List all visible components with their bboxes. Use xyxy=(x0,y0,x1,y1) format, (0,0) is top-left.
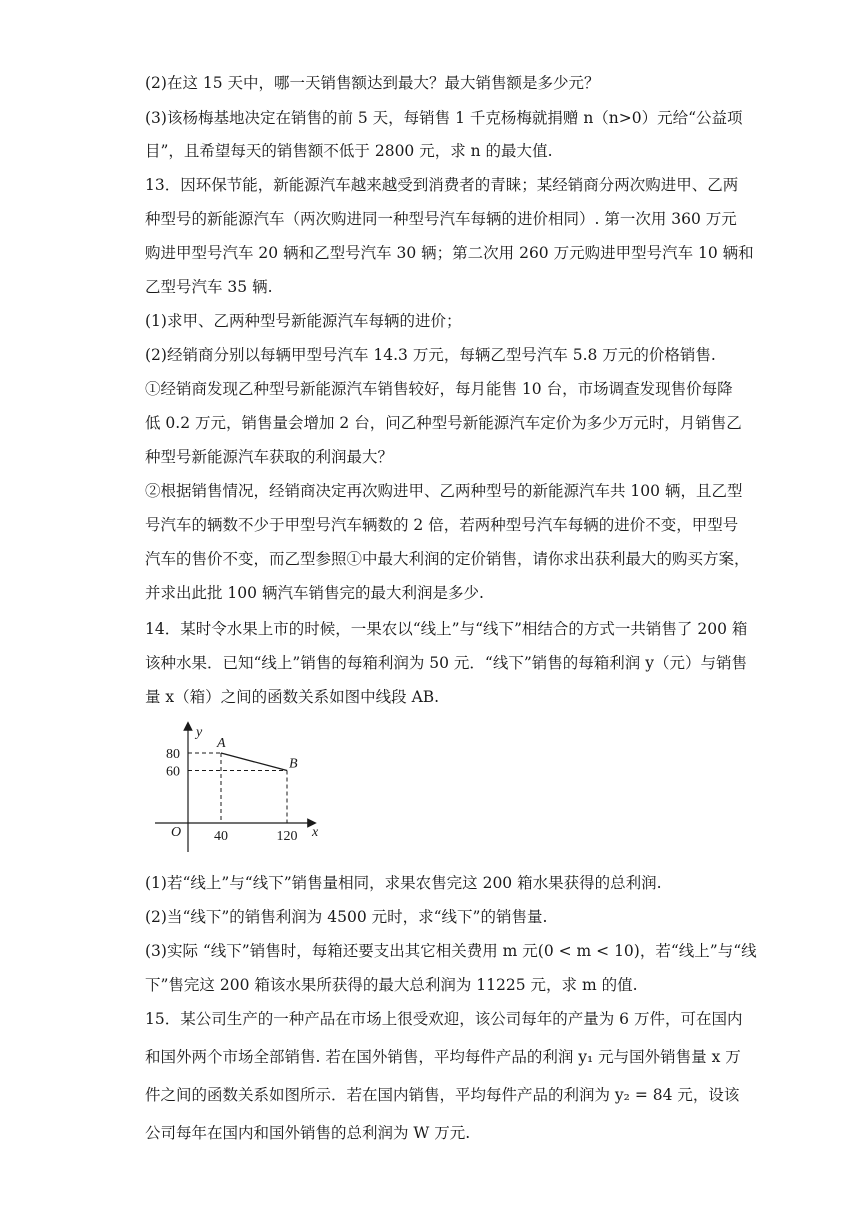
text-line: ②根据销售情况，经销商决定再次购进甲、乙两种型号的新能源汽车共 100 辆，且乙型 xyxy=(145,482,743,500)
text-line: 13．因环保节能，新能源汽车越来越受到消费者的青睐；某经销商分两次购进甲、乙两 xyxy=(145,176,739,194)
text-line: (2)经销商分别以每辆甲型号汽车 14.3 万元，每辆乙型号汽车 5.8 万元的价格销售. xyxy=(145,346,716,364)
text-line: (3)实际 “线下”销售时，每箱还要支出其它相关费用 m 元(0 < m < 10)，若“线上”与“线 xyxy=(145,942,757,960)
point-a-label: A xyxy=(217,736,226,751)
y-axis-label: y xyxy=(196,725,203,740)
text-line: 汽车的售价不变，而乙型参照①中最大利润的定价销售，请你求出获利最大的购买方案， xyxy=(145,550,750,568)
y-tick-label: 80 xyxy=(166,747,180,762)
text-line: 种型号新能源汽车获取的利润最大？ xyxy=(145,448,394,466)
x-axis-label: x xyxy=(312,825,319,840)
text-line: 14．某时令水果上市的时候，一果农以“线上”与“线下”相结合的方式一共销售了 200 箱 xyxy=(145,620,748,638)
text-line: 15．某公司生产的一种产品在市场上很受欢迎，该公司每年的产量为 6 万件，可在国内 xyxy=(145,1010,743,1028)
dashed-guides xyxy=(188,753,287,823)
point-b-label: B xyxy=(289,756,298,772)
line-graph xyxy=(150,718,340,858)
text-line: (1)求甲、乙两种型号新能源汽车每辆的进价； xyxy=(145,312,462,330)
text-line: 该种水果．已知“线上”销售的每箱利润为 50 元．“线下”销售的每箱利润 y（元）与销售 xyxy=(145,654,747,672)
text-line: 种型号的新能源汽车（两次购进同一种型号汽车每辆的进价相同）. 第一次用 360 万元 xyxy=(145,210,737,228)
x-tick-label: 120 xyxy=(276,829,298,844)
text-line: 乙型号汽车 35 辆. xyxy=(145,278,273,296)
text-line: 件之间的函数关系如图所示．若在国内销售，平均每件产品的利润为 y₂ = 84 元，设该 xyxy=(145,1086,740,1104)
text-line: 购进甲型号汽车 20 辆和乙型号汽车 30 辆；第二次用 260 万元购进甲型号汽车 10 辆和 xyxy=(145,244,754,262)
text-line: 公司每年在国内和国外销售的总利润为 W 万元. xyxy=(145,1124,471,1142)
text-line: (2)当“线下”的销售利润为 4500 元时，求“线下”的销售量. xyxy=(145,908,548,926)
text-line: 并求出此批 100 辆汽车销售完的最大利润是多少. xyxy=(145,584,484,602)
y-tick-label: 60 xyxy=(166,764,180,780)
origin-label: O xyxy=(171,825,182,840)
text-line: (1)若“线上”与“线下”销售量相同，求果农售完这 200 箱水果获得的总利润. xyxy=(145,874,662,892)
x-tick-label: 40 xyxy=(214,829,228,844)
text-line: 号汽车的辆数不少于甲型号汽车辆数的 2 倍，若两种型号汽车每辆的进价不变，甲型号 xyxy=(145,516,739,534)
text-line: 低 0.2 万元，销售量会增加 2 台，问乙种型号新能源汽车定价为多少万元时，月销售乙 xyxy=(145,414,742,432)
text-line: 量 x（箱）之间的函数关系如图中线段 AB. xyxy=(145,688,440,706)
segment-ab xyxy=(221,753,287,771)
text-line: (2)在这 15 天中，哪一天销售额达到最大？最大销售额是多少元？ xyxy=(145,74,600,92)
text-line: (3)该杨梅基地决定在销售的前 5 天，每销售 1 千克杨梅就捐赠 n（n>0）元给“公益项 xyxy=(145,109,743,127)
text-line: 和国外两个市场全部销售. 若在国外销售，平均每件产品的利润 y₁ 元与国外销售量 x 万 xyxy=(145,1048,741,1066)
text-line: ①经销商发现乙种型号新能源汽车销售较好，每月能售 10 台，市场调查发现售价每降 xyxy=(145,380,733,398)
text-line: 目”，且希望每天的销售额不低于 2800 元，求 n 的最大值. xyxy=(145,142,553,160)
text-line: 下”售完这 200 箱该水果所获得的最大总利润为 11225 元，求 m 的值. xyxy=(145,976,638,994)
